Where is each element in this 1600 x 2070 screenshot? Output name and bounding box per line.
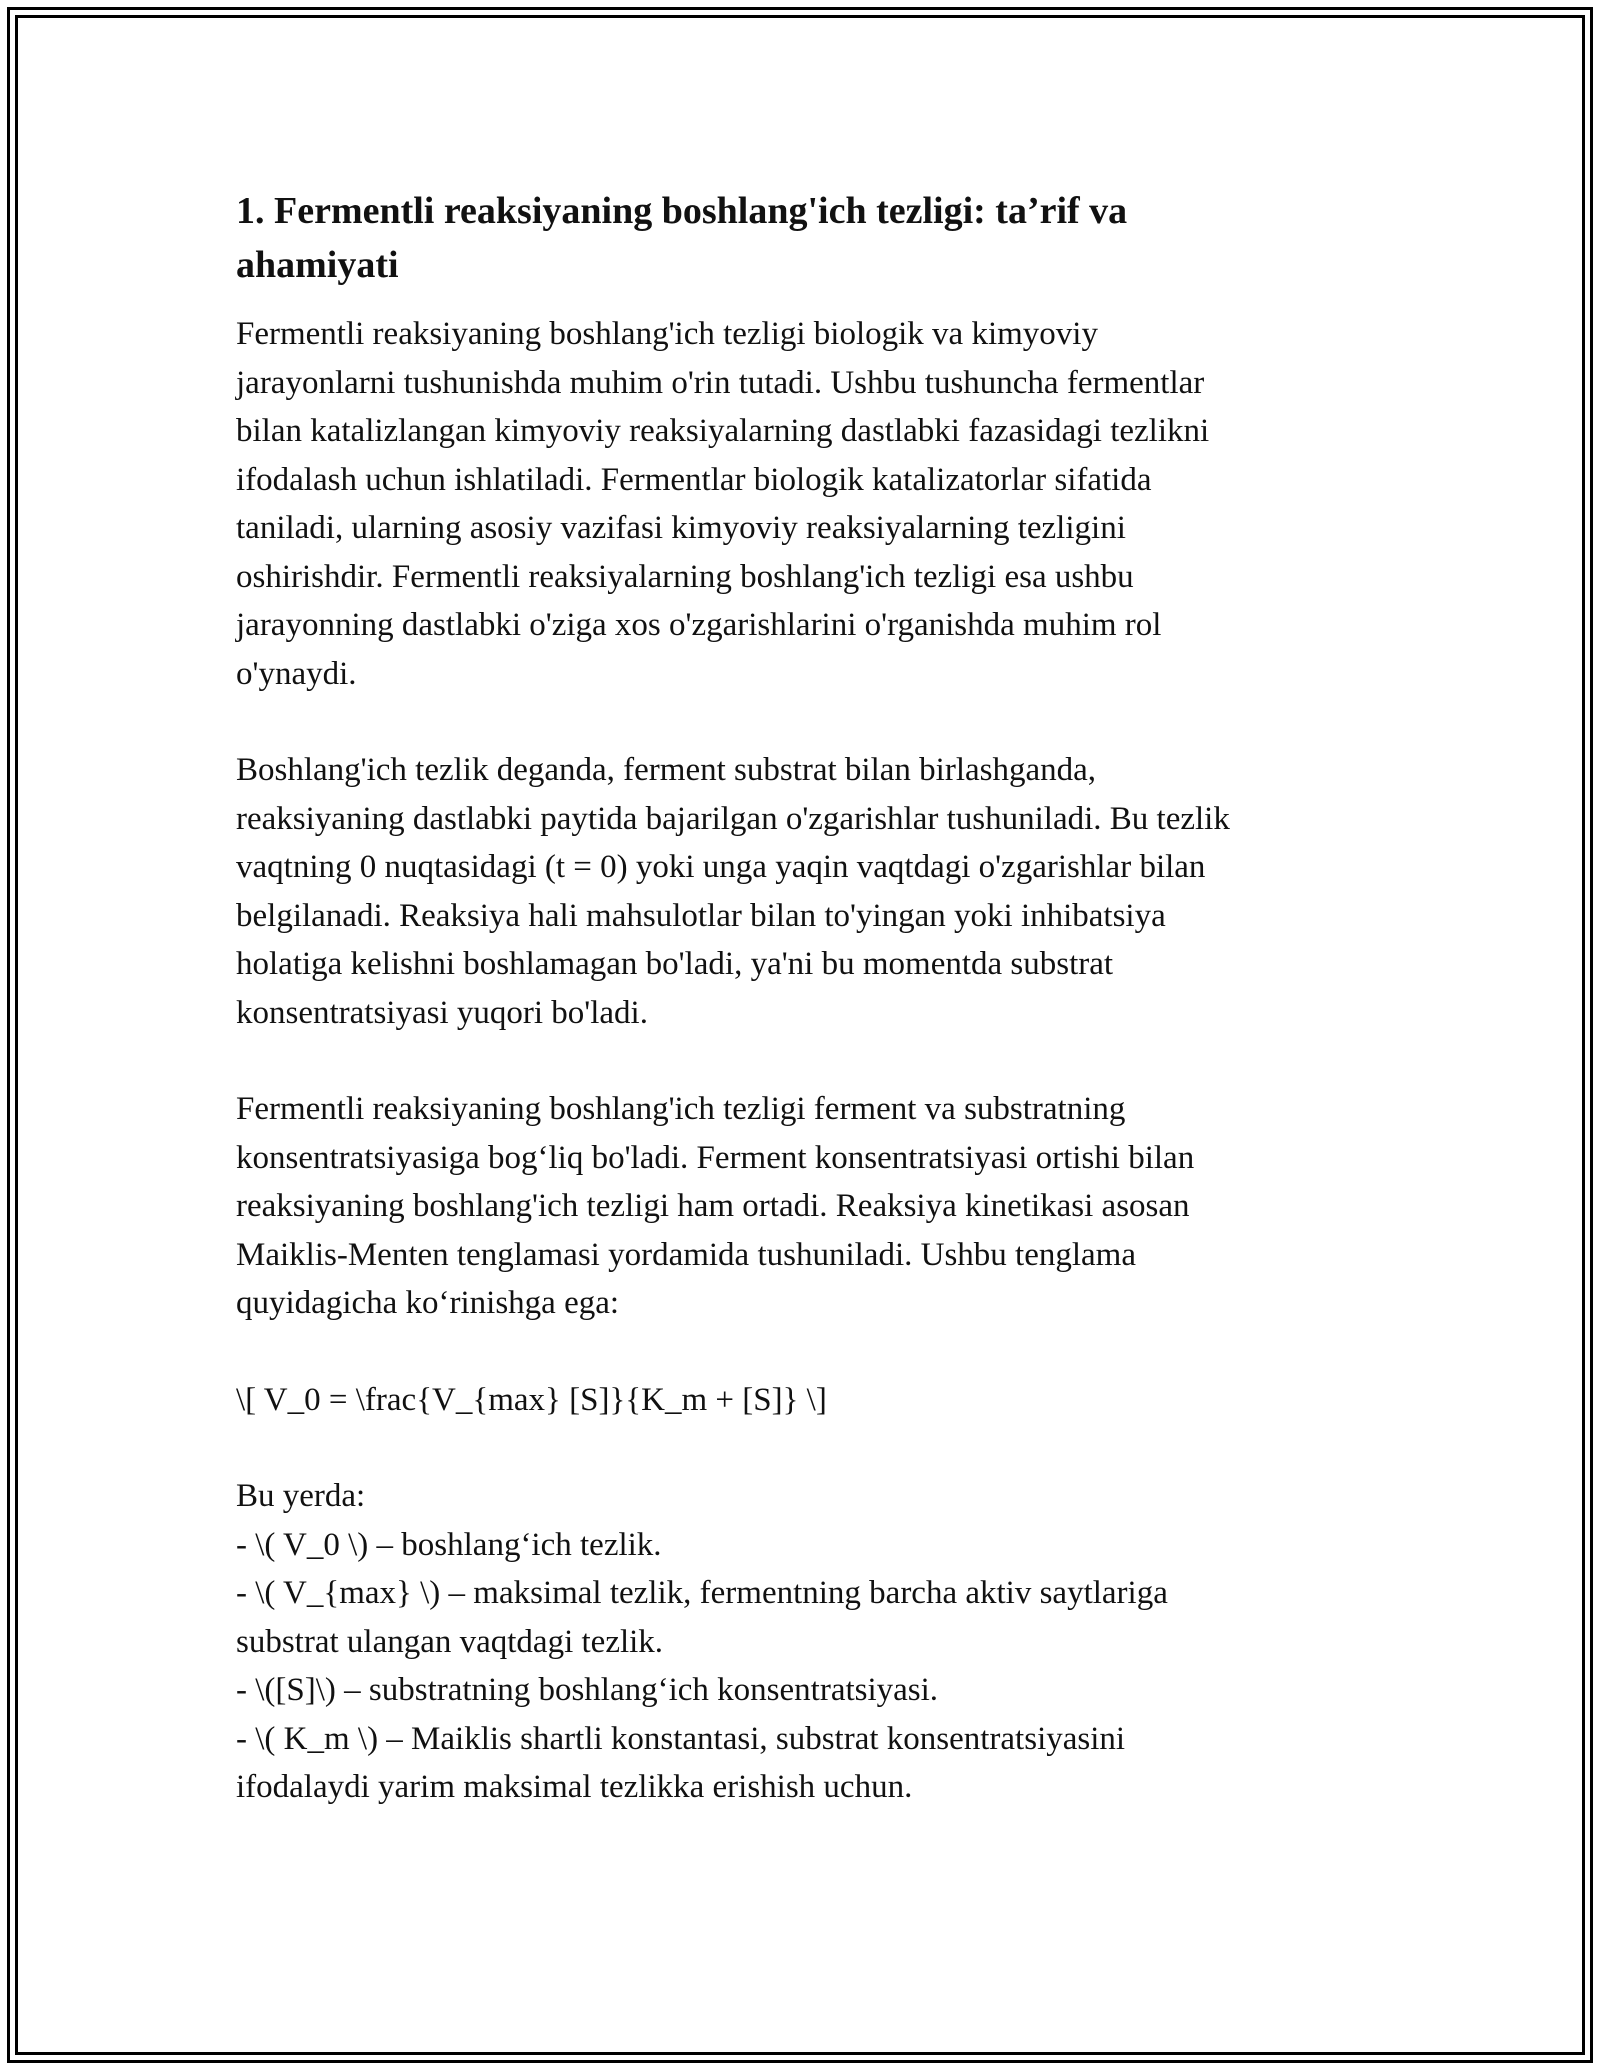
definition-item: substrat ulangan vaqtdagi tezlik.	[236, 1623, 664, 1660]
text-line: Fermentli reaksiyaning boshlang'ich tezligi biologik va kimyoviy	[236, 316, 1098, 352]
text-line: bilan katalizlangan kimyoviy reaksiyalarning dastlabki fazasidagi tezlikni	[236, 413, 1210, 449]
text-line: Maiklis-Menten tenglamasi yordamida tushuniladi. Ushbu tenglama	[236, 1236, 1136, 1273]
michaelis-menten-formula: \[ V_0 = \frac{V_{max} [S]}{K_m + [S]} \]	[236, 1381, 827, 1418]
text-line: o'ynaydi.	[236, 655, 357, 692]
heading-line: 1. Fermentli reaksiyaning boshlang'ich tezligi: ta’rif va	[236, 190, 1128, 232]
definition-item: - \( V_{max} \) – maksimal tezlik, fermentning barcha aktiv saytlariga	[236, 1575, 1168, 1611]
text-line: oshirishdir. Fermentli reaksiyalarning boshlang'ich tezligi esa ushbu	[236, 558, 1134, 595]
paragraph-kinetics	[236, 1085, 1356, 1328]
text-line: reaksiyaning boshlang'ich tezligi ham ortadi. Reaksiya kinetikasi asosan	[236, 1188, 1190, 1224]
text-line: taniladi, ularning asosiy vazifasi kimyoviy reaksiyalarning tezligini	[236, 510, 1126, 546]
text-line: ifodalash uchun ishlatiladi. Fermentlar biologik katalizatorlar sifatida	[236, 461, 1152, 498]
text-line: konsentratsiyasi yuqori bo'ladi.	[236, 994, 648, 1031]
section-heading	[236, 184, 1356, 292]
text-line: belgilanadi. Reaksiya hali mahsulotlar bilan to'yingan yoki inhibatsiya	[236, 897, 1166, 934]
text-line: holatiga kelishni boshlamagan bo'ladi, ya'ni bu momentda substrat	[236, 946, 1114, 982]
text-line: Boshlang'ich tezlik deganda, ferment substrat bilan birlashganda,	[236, 752, 1097, 788]
definitions-intro: Bu yerda:	[236, 1478, 366, 1514]
text-line: konsentratsiyasiga bog‘liq bo'ladi. Ferment konsentratsiyasi ortishi bilan	[236, 1139, 1195, 1176]
text-line: Fermentli reaksiyaning boshlang'ich tezligi ferment va substratning	[236, 1091, 1126, 1127]
definition-item: - \( K_m \) – Maiklis shartli konstantasi, substrat konsentratsiyasini	[236, 1720, 1126, 1757]
text-line: jarayonlarni tushunishda muhim o'rin tutadi. Ushbu tushuncha fermentlar	[236, 364, 1205, 401]
definition-item: ifodalaydi yarim maksimal tezlikka erishish uchun.	[236, 1769, 913, 1805]
heading-line: ahamiyati	[236, 244, 399, 286]
paragraph-definition	[236, 746, 1356, 1037]
definitions-list	[236, 1472, 1356, 1812]
text-line: jarayonning dastlabki o'ziga xos o'zgarishlarini o'rganishda muhim rol	[236, 607, 1162, 643]
definition-item: - \([S]\) – substratning boshlang‘ich konsentratsiyasi.	[236, 1672, 939, 1708]
text-line: reaksiyaning dastlabki paytida bajarilgan o'zgarishlar tushuniladi. Bu tezlik	[236, 800, 1230, 837]
text-line: vaqtning 0 nuqtasidagi (t = 0) yoki unga yaqin vaqtdagi o'zgarishlar bilan	[236, 849, 1206, 885]
paragraph-intro	[236, 310, 1356, 698]
text-line: quyidagicha ko‘rinishga ega:	[236, 1285, 620, 1321]
document-body	[236, 184, 1356, 1860]
definition-item: - \( V_0 \) – boshlang‘ich tezlik.	[236, 1526, 662, 1563]
